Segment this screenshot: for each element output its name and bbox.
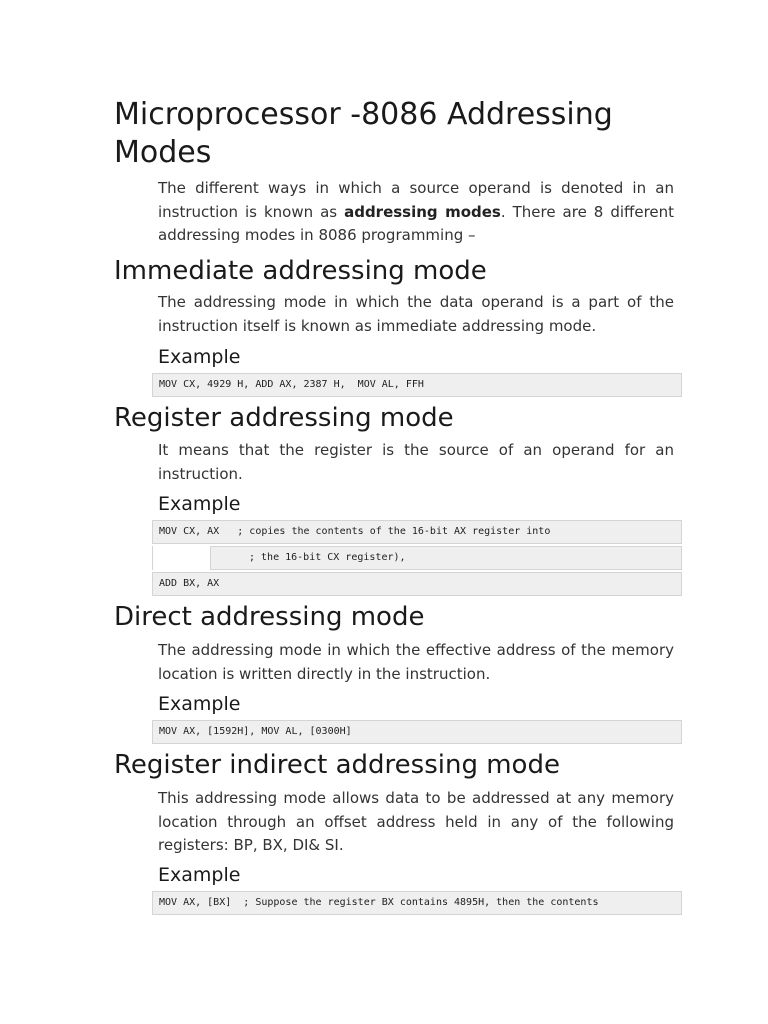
register-description: It means that the register is the source of an operand for an instruction. <box>158 441 674 483</box>
intro-paragraph <box>158 177 674 248</box>
direct-example-label: Example <box>158 693 241 715</box>
indirect-code-line: MOV AX, [BX] ; Suppose the register BX contains 4895H, then the contents <box>152 891 682 915</box>
intro-text-start: The different ways in which a source operand is denoted in an instruction is known as <box>158 179 674 221</box>
immediate-description: The addressing mode in which the data operand is a part of the instruction itself is known as immediate addressing mode. <box>158 293 674 335</box>
intro-text-end: . There are 8 different addressing modes in 8086 programming – <box>158 202 675 244</box>
direct-heading: Direct addressing mode <box>114 602 425 632</box>
immediate-heading: Immediate addressing mode <box>114 256 487 286</box>
immediate-example-label: Example <box>158 346 241 368</box>
register-heading: Register addressing mode <box>114 403 454 433</box>
register-code-line-3: ADD BX, AX <box>152 572 682 596</box>
indirect-example-label: Example <box>158 864 241 886</box>
register-code-line-1: MOV CX, AX ; copies the contents of the 16-bit AX register into <box>152 520 682 544</box>
direct-description: The addressing mode in which the effective address of the memory location is written directly in the instruction. <box>158 641 674 683</box>
page-title: Microprocessor -8086 Addressing Modes <box>114 97 613 170</box>
direct-code-line: MOV AX, [1592H], MOV AL, [0300H] <box>152 720 682 744</box>
indirect-description: This addressing mode allows data to be addressed at any memory location through an offset address held in any of the following registers: BP, BX, DI& SI. <box>158 789 674 854</box>
register-code-indent <box>152 546 210 570</box>
intro-bold-term: addressing modes <box>344 202 501 221</box>
immediate-code-line: MOV CX, 4929 H, ADD AX, 2387 H, MOV AL, FFH <box>152 373 682 397</box>
register-example-label: Example <box>158 493 241 515</box>
register-code-line-2: ; the 16-bit CX register), <box>210 546 682 570</box>
indirect-heading: Register indirect addressing mode <box>114 750 560 780</box>
